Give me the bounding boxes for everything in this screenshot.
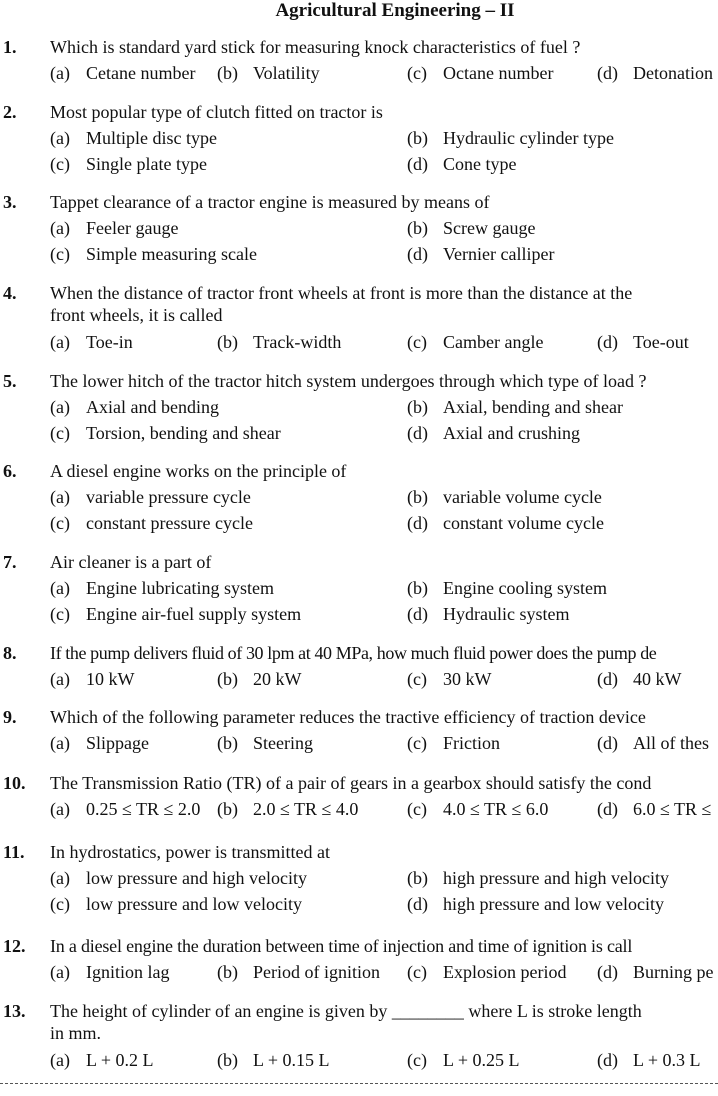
option-c: (c) Camber angle [407,332,544,352]
option-a: (a) L + 0.2 L [50,1050,154,1070]
option-b: (b) 2.0 ≤ TR ≤ 4.0 [217,799,359,819]
option-a: (a) Cetane number [50,63,196,83]
option-c: (c) Torsion, bending and shear [50,423,281,443]
question-number: 10. [3,773,26,793]
question-text: Tappet clearance of a tractor engine is measured by means of [50,192,490,212]
question-text: The height of cylinder of an engine is given by ________ where L is stroke length [50,1001,642,1021]
question-number: 11. [3,842,25,862]
option-a: (a) Toe-in [50,332,133,352]
question-text-continued: in mm. [50,1023,102,1043]
option-c: (c) Octane number [407,63,554,83]
question-number: 3. [3,192,17,212]
option-b: (b) Track-width [217,332,342,352]
question-number: 1. [3,37,17,57]
question-text: The lower hitch of the tractor hitch system undergoes through which type of load ? [50,371,647,391]
option-b: (b) Volatility [217,63,320,83]
option-d: (d) high pressure and low velocity [407,894,664,914]
option-c: (c) Engine air-fuel supply system [50,604,302,624]
option-b: (b) 20 kW [217,669,302,689]
option-b: (b) Steering [217,733,313,753]
option-a: (a) low pressure and high velocity [50,868,307,888]
question-number: 6. [3,461,17,481]
option-d: (d) Burning pe [597,962,714,982]
question-text: The Transmission Ratio (TR) of a pair of gears in a gearbox should satisfy the cond [50,773,652,793]
question-text: In a diesel engine the duration between time of injection and time of ignition is call [50,936,633,956]
option-c: (c) constant pressure cycle [50,513,253,533]
option-d: (d) 40 kW [597,669,682,689]
question-number: 7. [3,552,17,572]
question-number: 2. [3,102,17,122]
option-a: (a) 0.25 ≤ TR ≤ 2.0 [50,799,201,819]
option-a: (a) Slippage [50,733,149,753]
option-a: (a) Multiple disc type [50,128,217,148]
page-title: Agricultural Engineering – II [275,0,515,21]
question-number: 8. [3,643,17,663]
option-d: (d) Detonation [597,63,713,83]
option-b: (b) high pressure and high velocity [407,868,669,888]
question-text: A diesel engine works on the principle of [50,461,347,481]
option-d: (d) constant volume cycle [407,513,604,533]
option-c: (c) low pressure and low velocity [50,894,302,914]
option-c: (c) Simple measuring scale [50,244,257,264]
option-a: (a) Ignition lag [50,962,170,982]
option-d: (d) Toe-out [597,332,689,352]
question-number: 13. [3,1001,26,1021]
option-d: (d) Hydraulic system [407,604,570,624]
option-a: (a) 10 kW [50,669,135,689]
option-a: (a) Feeler gauge [50,218,179,238]
option-a: (a) Axial and bending [50,397,219,417]
option-b: (b) Hydraulic cylinder type [407,128,614,148]
option-c: (c) Friction [407,733,500,753]
option-c: (c) 30 kW [407,669,492,689]
question-text: Most popular type of clutch fitted on tractor is [50,102,383,122]
question-text: In hydrostatics, power is transmitted at [50,842,330,862]
option-d: (d) All of thes [597,733,709,753]
option-c: (c) 4.0 ≤ TR ≤ 6.0 [407,799,549,819]
option-b: (b) Period of ignition [217,962,380,982]
question-number: 12. [3,936,26,956]
question-text: If the pump delivers fluid of 30 lpm at 40 MPa, how much fluid power does the pump de [50,643,657,663]
page-divider [0,1083,718,1084]
option-c: (c) Single plate type [50,154,207,174]
option-d: (d) Vernier calliper [407,244,555,264]
question-number: 9. [3,707,17,727]
option-a: (a) Engine lubricating system [50,578,274,598]
option-d: (d) 6.0 ≤ TR ≤ [597,799,712,819]
option-b: (b) Engine cooling system [407,578,607,598]
question-text: Which is standard yard stick for measuring knock characteristics of fuel ? [50,37,581,57]
option-a: (a) variable pressure cycle [50,487,251,507]
option-c: (c) Explosion period [407,962,567,982]
option-c: (c) L + 0.25 L [407,1050,520,1070]
option-b: (b) Axial, bending and shear [407,397,623,417]
question-number: 4. [3,283,17,303]
option-b: (b) Screw gauge [407,218,536,238]
question-text-continued: front wheels, it is called [50,305,223,325]
option-d: (d) Axial and crushing [407,423,580,443]
question-number: 5. [3,371,17,391]
option-b: (b) L + 0.15 L [217,1050,330,1070]
option-d: (d) Cone type [407,154,517,174]
option-b: (b) variable volume cycle [407,487,602,507]
question-text: Which of the following parameter reduces the tractive efficiency of traction device [50,707,646,727]
question-text: Air cleaner is a part of [50,552,212,572]
question-text: When the distance of tractor front wheels at front is more than the distance at the [50,283,633,303]
option-d: (d) L + 0.3 L [597,1050,701,1070]
